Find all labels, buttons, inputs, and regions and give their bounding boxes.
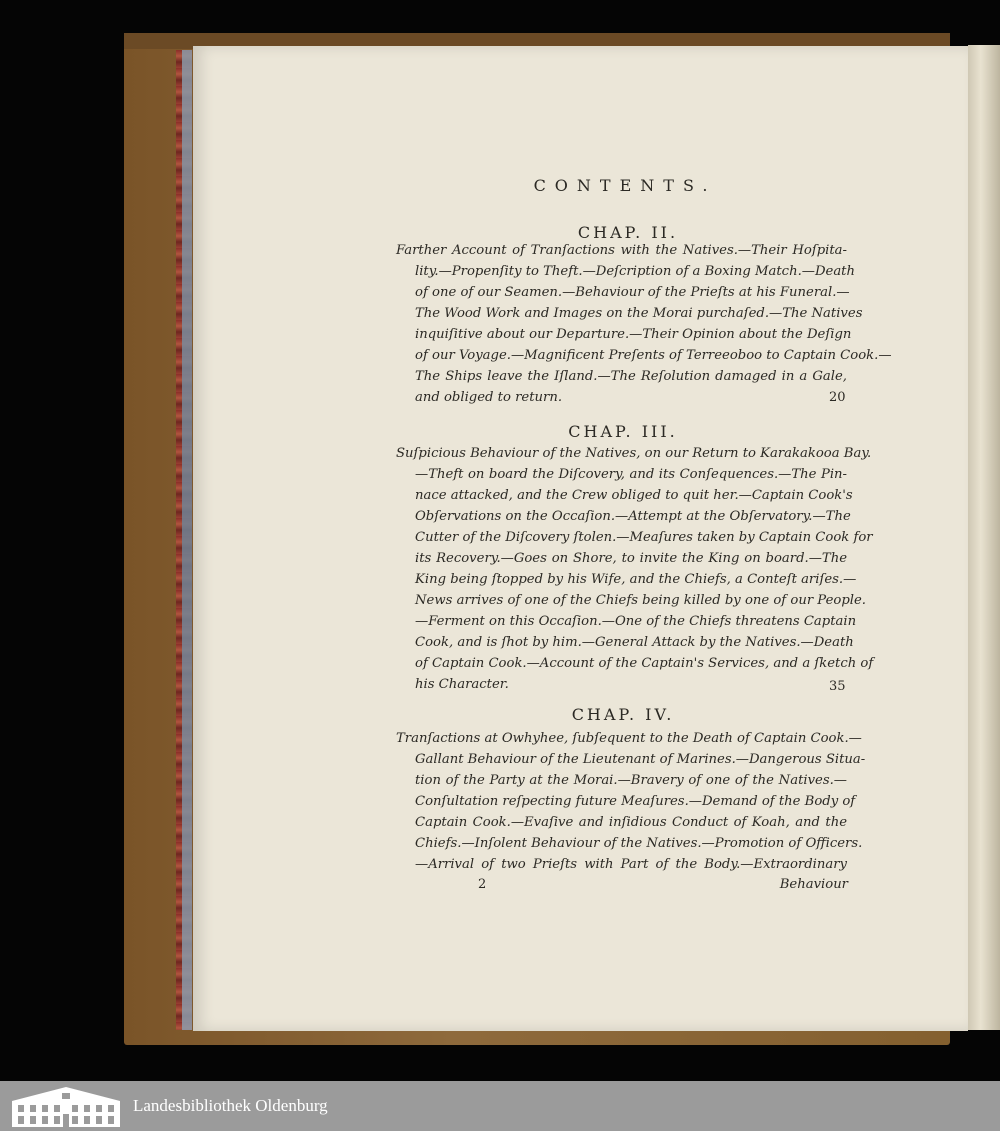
chapter-4-line: tion of the Party at the Morai.—Bravery of one of the Natives.—: [415, 773, 847, 788]
chapter-3-page-number: 35: [829, 679, 846, 694]
chapter-3-line: its Recovery.—Goes on Shore, to invite the King on board.—The: [415, 551, 847, 566]
chapter-2-line: The Ships leave the Iſland.—The Reſolution damaged in a Gale,: [415, 369, 847, 384]
chapter-3-line: Suſpicious Behaviour of the Natives, on our Return to Karakakooa Bay.: [396, 446, 872, 461]
chapter-2-page-number: 20: [829, 390, 846, 405]
chapter-3-line: —Ferment on this Occaſion.—One of the Chiefs threatens Captain: [415, 614, 857, 629]
library-footer: [0, 1081, 1000, 1131]
chapter-4-line: Captain Cook.—Evaſive and inſidious Conduct of Koah, and the: [415, 815, 847, 830]
chapter-4-line: Gallant Behaviour of the Lieutenant of Marines.—Dangerous Situa-: [415, 752, 866, 767]
signature-mark: 2: [478, 877, 487, 892]
chapter-3-line: News arrives of one of the Chiefs being killed by one of our People.: [415, 593, 866, 608]
chapter-2-line: of our Voyage.—Magnificent Preſents of Terreeoboo to Captain Cook.—: [415, 348, 892, 363]
chapter-2-title: CHAP. II.: [577, 223, 679, 242]
chapter-2-line: inquiſitive about our Departure.—Their Opinion about the Deſign: [415, 327, 852, 342]
chapter-4-line: Tranſactions at Owhyhee, ſubſequent to the Death of Captain Cook.—: [396, 731, 862, 746]
chapter-2-line: and obliged to return.: [415, 390, 563, 405]
library-name: Landesbibliothek Oldenburg: [133, 1096, 328, 1115]
chapter-3-line: King being ſtopped by his Wife, and the Chiefs, a Conteſt ariſes.—: [415, 572, 857, 587]
catchword: Behaviour: [779, 877, 848, 892]
chapter-3-line: nace attacked, and the Crew obliged to quit her.—Captain Cook's: [415, 488, 853, 503]
chapter-3-line: his Character.: [415, 677, 509, 692]
chapter-2-line: The Wood Work and Images on the Morai purchaſed.—The Natives: [415, 306, 863, 321]
chapter-2-line: Farther Account of Tranſactions with the Natives.—Their Hoſpita-: [396, 243, 847, 258]
chapter-4-line: Chiefs.—Inſolent Behaviour of the Natives.—Promotion of Officers.: [415, 836, 863, 851]
chapter-3-line: Obſervations on the Occaſion.—Attempt at the Obſervatory.—The: [415, 509, 851, 524]
chapter-3-title: CHAP. III.: [568, 422, 678, 441]
contents-heading: CONTENTS.: [533, 176, 717, 195]
chapter-4-title: CHAP. IV.: [571, 705, 675, 724]
chapter-3-line: of Captain Cook.—Account of the Captain's Services, and a ſketch of: [415, 656, 874, 671]
chapter-3-line: Cutter of the Diſcovery ſtolen.—Meaſures taken by Captain Cook for: [415, 530, 873, 545]
chapter-3-line: —Theft on board the Diſcovery, and its Conſequences.—The Pin-: [415, 467, 847, 482]
chapter-2-line: of one of our Seamen.—Behaviour of the Prieſts at his Funeral.—: [415, 285, 850, 300]
library-building-icon: [8, 1085, 124, 1129]
chapter-2-line: lity.—Propenſity to Theft.—Deſcription of a Boxing Match.—Death: [415, 264, 855, 279]
chapter-4-line: —Arrival of two Prieſts with Part of the Body.—Extraordinary: [415, 857, 847, 872]
chapter-4-line: Conſultation reſpecting future Meaſures.—Demand of the Body of: [415, 794, 856, 809]
chapter-3-line: Cook, and is ſhot by him.—General Attack by the Natives.—Death: [415, 635, 854, 650]
